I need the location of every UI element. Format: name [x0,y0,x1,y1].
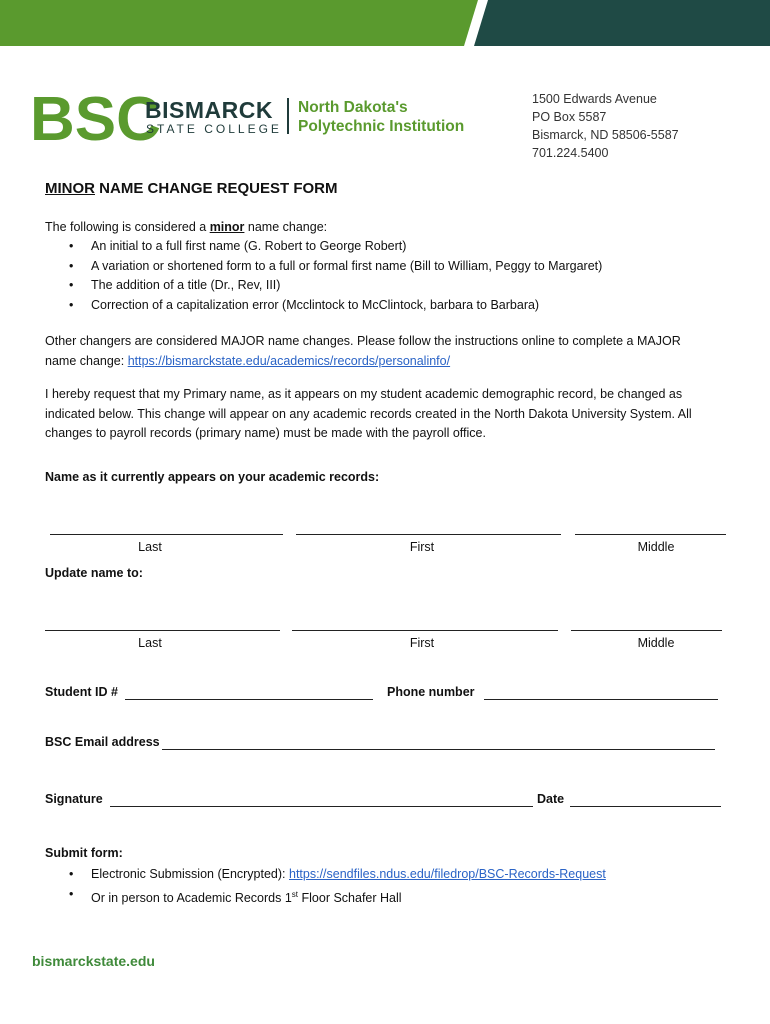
title-rest: NAME CHANGE REQUEST FORM [95,180,338,197]
phone-field[interactable] [484,699,718,700]
logo-letters: BSC [30,85,161,154]
update-first-field[interactable] [292,630,558,631]
student-id-label: Student ID # [45,685,118,699]
address-line: PO Box 5587 [532,110,607,124]
brand-name: BISMARCK [145,97,273,123]
update-middle-caption: Middle [637,636,675,650]
address-block [532,90,679,162]
intro-post: name change: [244,220,328,234]
brand-sub: STATE COLLEGE [146,122,282,136]
major-text: Other changers are considered MAJOR name changes. Please follow the instructions online to complete a MAJOR name change: [45,334,681,368]
date-field[interactable] [570,806,721,807]
major-change-paragraph [45,332,705,371]
address-line: Bismarck, ND 58506-5587 [532,128,679,142]
sendfiles-link[interactable]: https://sendfiles.ndus.edu/filedrop/BSC-Records-Request [289,867,606,881]
signature-label: Signature [45,792,103,806]
update-name-label: Update name to: [45,566,143,580]
current-name-label: Name as it currently appears on your academic records: [45,470,380,484]
logo-divider [287,98,289,134]
tagline-2: Polytechnic Institution [298,118,465,135]
current-last-caption: Last [138,540,162,554]
date-label: Date [537,792,565,806]
list-item [45,885,745,909]
submit-person-text: Or in person to Academic Records 1 [91,890,292,905]
list-item [45,865,745,885]
tagline-1: North Dakota's [298,99,408,116]
submit-label: Submit form: [45,846,123,860]
intro-minor: minor [209,220,245,234]
personal-info-link[interactable]: https://bismarckstate.edu/academics/records/personalinfo/ [127,353,451,368]
submit-options-list [45,865,745,908]
update-first-caption: First [409,636,435,650]
update-last-field[interactable] [45,630,280,631]
signature-field[interactable] [110,806,533,807]
form-title [45,180,338,197]
list-item: • An initial to a full first name (G. Robert to George Robert) [45,237,745,257]
bsc-logo [30,80,161,160]
list-item: • A variation or shortened form to a full or formal first name (Bill to William, Peggy to Margaret) [45,257,745,277]
current-first-field[interactable] [296,534,561,535]
submit-electronic-text: Electronic Submission (Encrypted): [91,867,289,881]
address-line: 701.224.5400 [532,146,609,160]
student-id-field[interactable] [125,699,373,700]
email-label: BSC Email address [45,735,160,749]
minor-change-list [45,237,745,315]
update-last-caption: Last [138,636,162,650]
submit-person-sup: st [291,889,299,899]
request-paragraph: I hereby request that my Primary name, as it appears on my student academic demographic record, be changed as indicated below. This change will appear on any academic records created in the North Dakota University System. All changes to payroll records (primary name) must be made with the payroll office. [45,387,692,440]
title-minor: MINOR [45,180,95,197]
footer-url: bismarckstate.edu [32,953,155,969]
intro-pre: The following is considered a [45,220,210,234]
update-middle-field[interactable] [571,630,722,631]
submit-person-post: Floor Schafer Hall [298,890,402,905]
header-color-band [0,0,770,46]
phone-label: Phone number [387,685,475,699]
bsc-logo-mark [30,80,161,160]
intro-text [45,218,735,238]
current-last-field[interactable] [50,534,283,535]
address-line: 1500 Edwards Avenue [532,92,657,106]
list-item: • Correction of a capitalization error (Mcclintock to McClintock, barbara to Barbara) [45,296,745,316]
current-middle-caption: Middle [637,540,675,554]
current-middle-field[interactable] [575,534,726,535]
current-first-caption: First [409,540,435,554]
list-item: • The addition of a title (Dr., Rev, III) [45,276,745,296]
email-field[interactable] [162,749,715,750]
